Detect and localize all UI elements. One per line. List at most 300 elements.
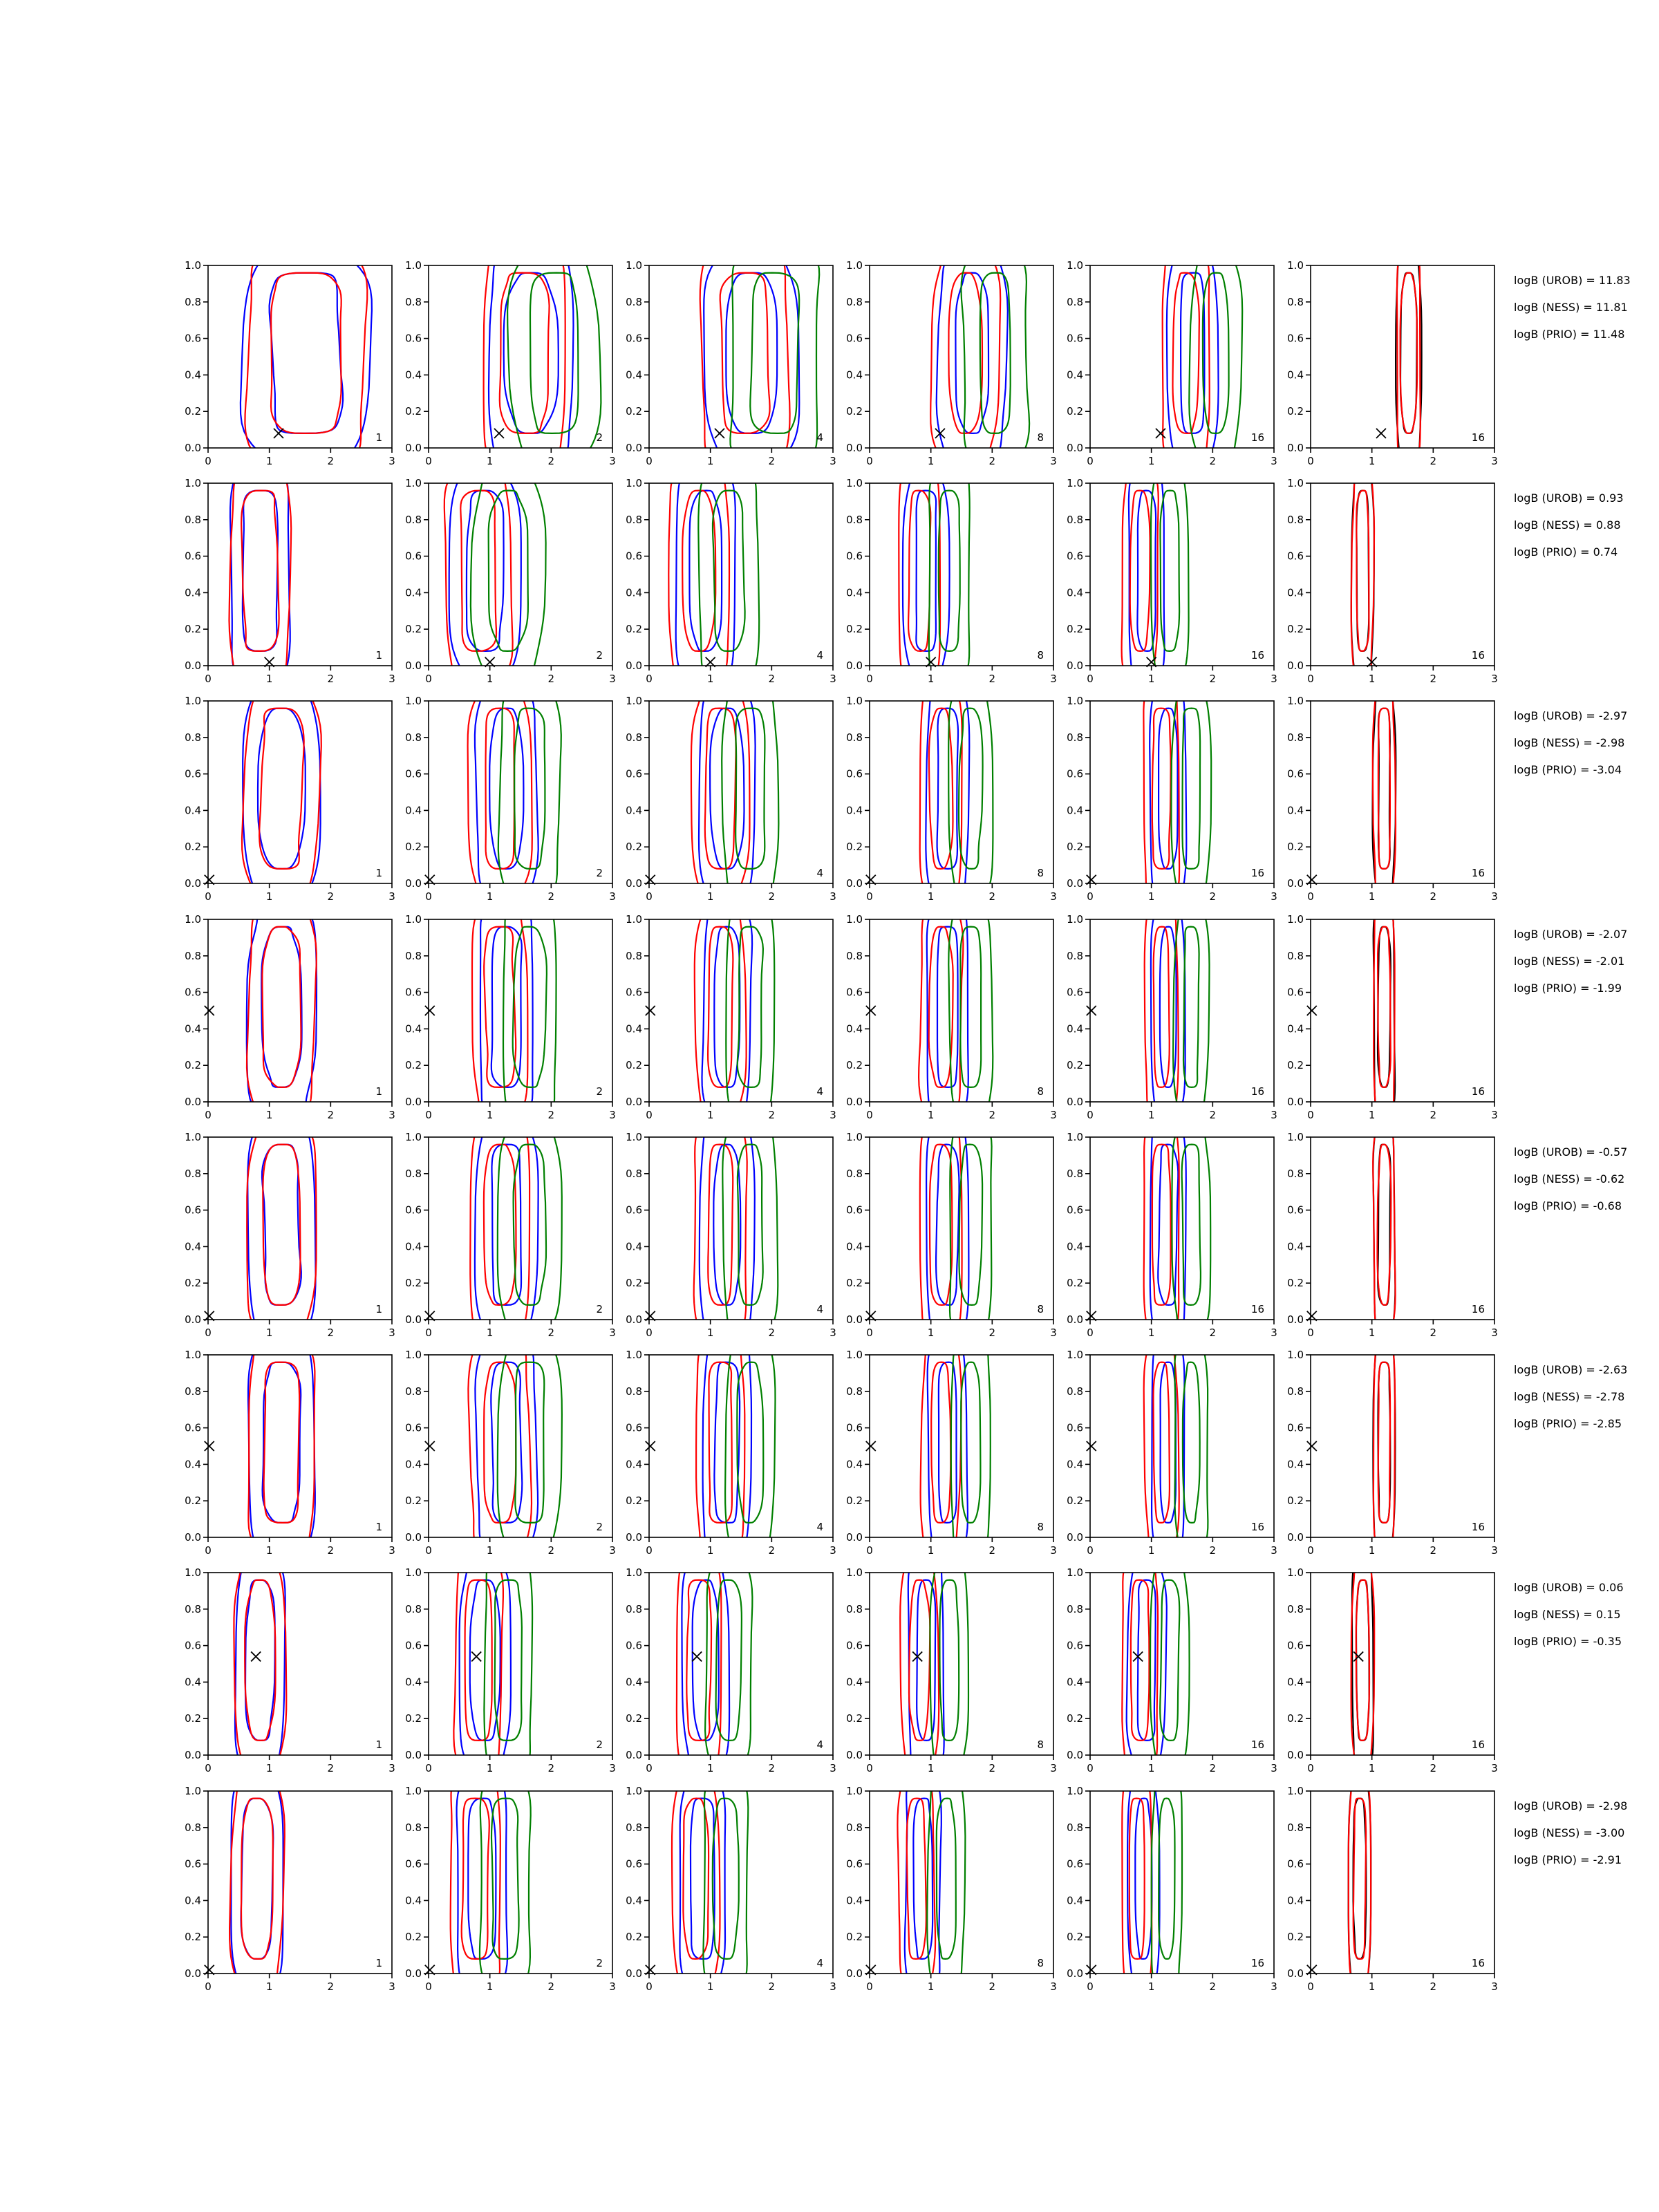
blue-contour-outer	[937, 243, 1008, 469]
y-tick-label: 1.0	[1067, 1131, 1083, 1143]
y-tick-label: 0.4	[405, 1894, 422, 1907]
y-tick-label: 0.0	[1067, 877, 1083, 890]
panel-label: 8	[1037, 867, 1044, 879]
y-tick-label: 0.2	[1287, 1059, 1304, 1072]
y-tick-label: 0.4	[626, 368, 642, 382]
truth-marker	[646, 1441, 655, 1451]
logb-annotation: logB (PRIO) = -2.91	[1514, 1853, 1622, 1866]
panel-r6-c6	[1287, 1333, 1498, 1559]
red-contour-inner	[500, 273, 550, 433]
x-tick-label: 0	[205, 890, 212, 903]
y-tick-label: 1.0	[1287, 1349, 1304, 1361]
x-tick-label: 1	[1147, 1109, 1155, 1121]
black-contour-outer	[1373, 1115, 1395, 1341]
green-contour-outer	[471, 461, 546, 687]
x-tick-label: 3	[1491, 1980, 1498, 1993]
y-tick-label: 0.0	[185, 1749, 201, 1761]
y-tick-label: 0.6	[185, 1639, 201, 1652]
panel-label: 16	[1471, 1738, 1485, 1751]
axes-frame	[1311, 1355, 1494, 1537]
x-tick-label: 1	[706, 455, 714, 467]
panel-label: 16	[1250, 649, 1264, 662]
x-tick-label: 0	[866, 1327, 873, 1339]
y-tick-label: 0.8	[1067, 1167, 1083, 1180]
red-contour-outer	[1351, 461, 1374, 687]
y-tick-label: 0.8	[846, 295, 863, 308]
red-contour-inner	[1378, 1145, 1391, 1305]
y-tick-label: 0.0	[185, 1313, 201, 1326]
y-tick-label: 0.6	[405, 1639, 422, 1652]
panel-r8-c2	[405, 1769, 616, 1995]
x-tick-label: 2	[547, 1109, 555, 1121]
x-tick-label: 2	[768, 673, 776, 685]
y-tick-label: 0.2	[846, 1494, 863, 1508]
y-tick-label: 0.4	[405, 1022, 422, 1035]
y-tick-label: 0.0	[1287, 1749, 1304, 1761]
panel-r6-c4	[846, 1333, 1057, 1559]
axes-frame	[429, 701, 612, 883]
black-contour-outer	[1352, 1550, 1374, 1777]
x-tick-label: 2	[327, 1762, 335, 1774]
y-tick-label: 0.2	[405, 1712, 422, 1725]
y-tick-label: 1.0	[846, 1566, 863, 1579]
logb-annotation: logB (UROB) = -2.98	[1514, 1799, 1628, 1812]
panel-label: 1	[375, 431, 382, 444]
y-tick-label: 0.4	[1287, 1022, 1304, 1035]
y-tick-label: 0.6	[626, 332, 642, 345]
x-tick-label: 0	[646, 1327, 653, 1339]
y-tick-label: 0.8	[405, 1821, 422, 1834]
x-tick-label: 1	[1147, 1762, 1155, 1774]
y-tick-label: 0.6	[626, 550, 642, 563]
red-contour-inner	[484, 1145, 516, 1305]
y-tick-label: 1.0	[185, 259, 201, 272]
red-contour-inner	[1130, 491, 1150, 651]
y-tick-label: 0.6	[1287, 1421, 1304, 1434]
green-contour-inner	[1159, 1799, 1174, 1959]
contour-group	[694, 1115, 778, 1341]
x-tick-label: 1	[486, 1327, 494, 1339]
y-tick-label: 0.2	[1067, 1277, 1083, 1290]
y-tick-label: 0.4	[846, 1458, 863, 1471]
y-tick-label: 0.6	[405, 767, 422, 780]
y-tick-label: 0.6	[846, 1639, 863, 1652]
x-tick-label: 1	[1368, 455, 1376, 467]
red-contour-inner	[271, 273, 341, 433]
x-tick-label: 2	[768, 1327, 776, 1339]
logb-annotation: logB (NESS) = 0.88	[1514, 518, 1621, 532]
x-tick-label: 0	[425, 1762, 432, 1774]
x-tick-label: 0	[866, 890, 873, 903]
y-tick-label: 0.4	[185, 1894, 201, 1907]
x-tick-label: 0	[1087, 890, 1094, 903]
y-tick-label: 1.0	[405, 1785, 422, 1797]
black-contour-outer	[1373, 1333, 1395, 1559]
x-tick-label: 3	[1491, 673, 1498, 685]
red-contour-inner	[931, 1362, 950, 1523]
x-tick-label: 3	[388, 1544, 395, 1557]
panel-label: 16	[1250, 1085, 1264, 1098]
y-tick-label: 0.2	[1287, 1712, 1304, 1725]
x-tick-label: 3	[1491, 1544, 1498, 1557]
axes-frame	[1090, 1573, 1274, 1755]
green-contour-inner	[961, 1362, 980, 1523]
y-tick-label: 0.0	[1067, 1531, 1083, 1544]
x-tick-label: 2	[1209, 1327, 1217, 1339]
y-tick-label: 0.8	[185, 1385, 201, 1398]
red-contour-outer	[234, 1550, 286, 1777]
panel-label: 4	[816, 1303, 823, 1315]
y-tick-label: 0.4	[846, 804, 863, 817]
red-contour-outer	[919, 897, 963, 1123]
y-tick-label: 0.2	[1287, 623, 1304, 636]
panel-label: 16	[1471, 649, 1485, 662]
y-tick-label: 0.2	[405, 1931, 422, 1944]
panel-label: 16	[1250, 1303, 1264, 1315]
contour-group	[1396, 243, 1422, 469]
panel-r2-c6	[1287, 461, 1498, 687]
y-tick-label: 1.0	[185, 1349, 201, 1361]
y-tick-label: 0.2	[846, 841, 863, 854]
x-tick-label: 2	[327, 455, 335, 467]
panel-label: 1	[375, 1085, 382, 1098]
x-tick-label: 0	[205, 673, 212, 685]
x-tick-label: 3	[388, 1327, 395, 1339]
red-contour-inner	[708, 927, 733, 1087]
x-tick-label: 1	[706, 1109, 714, 1121]
y-tick-label: 0.2	[405, 1494, 422, 1508]
x-tick-label: 0	[1307, 455, 1314, 467]
x-tick-label: 2	[327, 1109, 335, 1121]
red-contour-inner	[709, 1362, 732, 1523]
contour-group	[444, 461, 546, 687]
x-tick-label: 3	[609, 1327, 616, 1339]
y-tick-label: 0.8	[405, 295, 422, 308]
x-tick-label: 3	[1271, 673, 1277, 685]
green-contour-inner	[495, 1580, 522, 1741]
y-tick-label: 0.6	[185, 550, 201, 563]
y-tick-label: 0.0	[185, 1531, 201, 1544]
panel-r8-c6	[1287, 1769, 1498, 1995]
blue-contour-outer	[243, 679, 320, 905]
y-tick-label: 0.4	[1287, 804, 1304, 817]
panel-r3-c3	[626, 679, 836, 905]
panel-r5-c2	[405, 1115, 616, 1341]
contour-group	[897, 1769, 965, 1995]
x-tick-label: 1	[486, 673, 494, 685]
truth-marker	[1156, 429, 1165, 438]
blue-contour-outer	[231, 1769, 283, 1995]
y-tick-label: 0.2	[185, 1712, 201, 1725]
x-tick-label: 0	[1307, 1327, 1314, 1339]
y-tick-label: 0.4	[626, 1240, 642, 1253]
panel-label: 2	[596, 1303, 603, 1315]
panel-r1-c5	[1067, 243, 1277, 469]
x-tick-label: 2	[768, 890, 776, 903]
x-tick-label: 1	[927, 455, 935, 467]
y-tick-label: 0.2	[626, 1494, 642, 1508]
contour-group	[247, 1115, 316, 1341]
y-tick-label: 0.2	[1287, 1931, 1304, 1944]
blue-contour-inner	[262, 1145, 301, 1305]
y-tick-label: 0.8	[846, 949, 863, 962]
x-tick-label: 2	[547, 455, 555, 467]
panel-r1-c4	[846, 243, 1057, 469]
x-tick-label: 3	[1050, 455, 1057, 467]
panel-label: 2	[596, 1957, 603, 1969]
y-tick-label: 0.8	[1067, 1385, 1083, 1398]
x-tick-label: 2	[768, 1109, 776, 1121]
panel-label: 4	[816, 867, 823, 879]
axes-frame	[649, 919, 833, 1102]
y-tick-label: 0.6	[626, 1857, 642, 1871]
panel-r5-c4	[846, 1115, 1057, 1341]
truth-marker	[866, 1006, 876, 1015]
green-contour-outer	[730, 243, 819, 469]
y-tick-label: 0.8	[185, 1602, 201, 1615]
y-tick-label: 1.0	[846, 695, 863, 707]
x-tick-label: 3	[388, 455, 395, 467]
red-contour-inner	[465, 1580, 492, 1741]
y-tick-label: 0.6	[405, 986, 422, 999]
x-tick-label: 0	[1087, 673, 1094, 685]
x-tick-label: 2	[327, 890, 335, 903]
y-tick-label: 0.6	[846, 1421, 863, 1434]
axes-frame	[1311, 483, 1494, 666]
y-tick-label: 0.8	[626, 1821, 642, 1834]
y-tick-label: 0.6	[185, 332, 201, 345]
red-contour-outer	[242, 679, 321, 905]
y-tick-label: 0.8	[185, 1167, 201, 1180]
red-contour-inner	[484, 927, 516, 1087]
x-tick-label: 2	[1430, 890, 1437, 903]
panel-label: 4	[816, 431, 823, 444]
x-tick-label: 0	[1087, 1762, 1094, 1774]
y-tick-label: 1.0	[846, 259, 863, 272]
red-contour-inner	[259, 709, 304, 869]
y-tick-label: 0.0	[1287, 1313, 1304, 1326]
y-tick-label: 0.2	[1067, 1059, 1083, 1072]
y-tick-label: 0.8	[626, 1167, 642, 1180]
y-tick-label: 0.8	[405, 949, 422, 962]
axes-frame	[208, 1791, 392, 1974]
y-tick-label: 0.2	[405, 1059, 422, 1072]
y-tick-label: 1.0	[405, 1349, 422, 1361]
y-tick-label: 0.0	[846, 1967, 863, 1980]
panel-label: 16	[1471, 431, 1485, 444]
y-tick-label: 0.0	[405, 442, 422, 454]
logb-annotation: logB (PRIO) = -1.99	[1514, 982, 1622, 995]
panel-label: 2	[596, 1085, 603, 1098]
axes-frame	[1311, 1573, 1494, 1755]
panel-label: 4	[816, 1521, 823, 1533]
y-tick-label: 0.8	[626, 1602, 642, 1615]
panel-label: 2	[596, 867, 603, 879]
x-tick-label: 1	[1368, 1544, 1376, 1557]
x-tick-label: 2	[1430, 673, 1437, 685]
contour-group	[470, 1115, 562, 1341]
panel-r8-c4	[846, 1769, 1057, 1995]
blue-contour-inner	[1158, 1145, 1178, 1305]
y-tick-label: 0.8	[626, 731, 642, 744]
truth-marker	[1353, 1651, 1363, 1661]
y-tick-label: 0.6	[1067, 1203, 1083, 1217]
blue-contour-outer	[235, 1550, 285, 1777]
logb-annotation: logB (PRIO) = -2.85	[1514, 1417, 1622, 1430]
y-tick-label: 0.2	[846, 1712, 863, 1725]
y-tick-label: 0.0	[405, 1967, 422, 1980]
y-tick-label: 0.8	[846, 731, 863, 744]
blue-contour-inner	[936, 1145, 959, 1305]
y-tick-label: 0.6	[846, 1857, 863, 1871]
x-tick-label: 1	[1147, 1327, 1155, 1339]
red-contour-inner	[241, 1799, 273, 1959]
y-tick-label: 0.2	[626, 1277, 642, 1290]
y-tick-label: 0.2	[846, 1277, 863, 1290]
panel-r5-c5	[1067, 1115, 1277, 1341]
y-tick-label: 0.2	[626, 841, 642, 854]
x-tick-label: 0	[205, 1980, 212, 1993]
y-tick-label: 0.6	[626, 767, 642, 780]
y-tick-label: 0.8	[405, 1167, 422, 1180]
contour-group	[229, 461, 292, 687]
truth-marker	[471, 1651, 481, 1661]
panel-label: 1	[375, 1738, 382, 1751]
panel-label: 1	[375, 1957, 382, 1969]
logb-annotation: logB (UROB) = -0.57	[1514, 1145, 1628, 1159]
panel-r4-c6	[1287, 897, 1498, 1123]
x-tick-label: 1	[1368, 673, 1376, 685]
y-tick-label: 0.0	[846, 877, 863, 890]
panel-label: 2	[596, 1521, 603, 1533]
red-contour-inner	[720, 273, 770, 433]
y-tick-label: 0.2	[1287, 1277, 1304, 1290]
x-tick-label: 0	[205, 455, 212, 467]
truth-marker	[715, 429, 724, 438]
y-tick-label: 1.0	[1067, 1566, 1083, 1579]
x-tick-label: 1	[927, 1544, 935, 1557]
truth-marker	[1087, 1441, 1096, 1451]
y-tick-label: 0.8	[1287, 295, 1304, 308]
y-tick-label: 0.6	[405, 1421, 422, 1434]
y-tick-label: 0.8	[1067, 731, 1083, 744]
y-tick-label: 1.0	[1067, 477, 1083, 489]
x-tick-label: 3	[388, 1109, 395, 1121]
x-tick-label: 1	[265, 1109, 273, 1121]
y-tick-label: 0.4	[626, 586, 642, 599]
x-tick-label: 0	[425, 455, 432, 467]
y-tick-label: 1.0	[626, 1785, 642, 1797]
black-contour-outer	[1374, 897, 1395, 1123]
y-tick-label: 0.6	[1287, 550, 1304, 563]
y-tick-label: 0.4	[185, 368, 201, 382]
y-tick-label: 0.2	[626, 1931, 642, 1944]
axes-frame	[208, 483, 392, 666]
y-tick-label: 0.4	[846, 1022, 863, 1035]
contour-group	[1143, 679, 1211, 905]
x-tick-label: 2	[768, 1762, 776, 1774]
contour-group	[919, 897, 993, 1123]
y-tick-label: 1.0	[626, 477, 642, 489]
axes-frame	[649, 265, 833, 448]
x-tick-label: 1	[1368, 1327, 1376, 1339]
logb-annotation: logB (NESS) = -3.00	[1514, 1826, 1625, 1839]
y-tick-label: 0.6	[846, 767, 863, 780]
y-tick-label: 1.0	[185, 1566, 201, 1579]
axes-frame	[1311, 919, 1494, 1102]
y-tick-label: 1.0	[1287, 1566, 1304, 1579]
panel-label: 2	[596, 649, 603, 662]
y-tick-label: 1.0	[846, 913, 863, 926]
y-tick-label: 0.0	[626, 1096, 642, 1108]
axes-frame	[1090, 483, 1274, 666]
blue-contour-inner	[937, 709, 958, 869]
y-tick-label: 1.0	[1067, 1785, 1083, 1797]
panel-label: 1	[375, 1303, 382, 1315]
red-contour-outer	[1374, 897, 1394, 1123]
x-tick-label: 3	[609, 890, 616, 903]
panel-r1-c3	[626, 243, 836, 469]
y-tick-label: 0.2	[846, 1931, 863, 1944]
y-tick-label: 0.0	[1287, 659, 1304, 672]
y-tick-label: 0.0	[405, 1313, 422, 1326]
red-contour-outer	[248, 1333, 315, 1559]
x-tick-label: 2	[988, 673, 996, 685]
green-contour-inner	[1183, 1362, 1200, 1523]
x-tick-label: 3	[1271, 890, 1277, 903]
y-tick-label: 0.6	[405, 1203, 422, 1217]
panel-label: 16	[1250, 867, 1264, 879]
y-tick-label: 0.8	[626, 513, 642, 526]
panel-r1-c6	[1287, 243, 1498, 469]
y-tick-label: 0.2	[1067, 623, 1083, 636]
x-tick-label: 3	[830, 1109, 836, 1121]
x-tick-label: 2	[768, 1544, 776, 1557]
contour-group	[899, 461, 969, 687]
x-tick-label: 3	[609, 673, 616, 685]
y-tick-label: 0.2	[405, 841, 422, 854]
y-tick-label: 0.0	[846, 1313, 863, 1326]
contour-group	[1122, 1769, 1182, 1995]
x-tick-label: 0	[425, 1980, 432, 1993]
green-contour-outer	[950, 1115, 992, 1341]
y-tick-label: 0.2	[1287, 841, 1304, 854]
contour-group	[1144, 1333, 1208, 1559]
y-tick-label: 0.4	[626, 1022, 642, 1035]
y-tick-label: 0.0	[1287, 442, 1304, 454]
axes-frame	[870, 1573, 1053, 1755]
y-tick-label: 0.8	[1287, 1821, 1304, 1834]
y-tick-label: 0.2	[846, 1059, 863, 1072]
red-contour-inner	[1173, 273, 1199, 433]
y-tick-label: 0.6	[1287, 1203, 1304, 1217]
x-tick-label: 3	[1271, 1544, 1277, 1557]
x-tick-label: 0	[866, 1544, 873, 1557]
y-tick-label: 0.2	[626, 1059, 642, 1072]
y-tick-label: 1.0	[405, 1131, 422, 1143]
y-tick-label: 0.6	[1067, 1421, 1083, 1434]
x-tick-label: 2	[547, 673, 555, 685]
x-tick-label: 0	[1307, 1109, 1314, 1121]
x-tick-label: 0	[1087, 455, 1094, 467]
logb-annotation: logB (NESS) = 0.15	[1514, 1608, 1621, 1621]
x-tick-label: 3	[609, 1109, 616, 1121]
x-tick-label: 0	[646, 1544, 653, 1557]
y-tick-label: 0.4	[1067, 1894, 1083, 1907]
x-tick-label: 1	[265, 673, 273, 685]
blue-contour-inner	[489, 709, 523, 869]
y-tick-label: 0.8	[846, 513, 863, 526]
